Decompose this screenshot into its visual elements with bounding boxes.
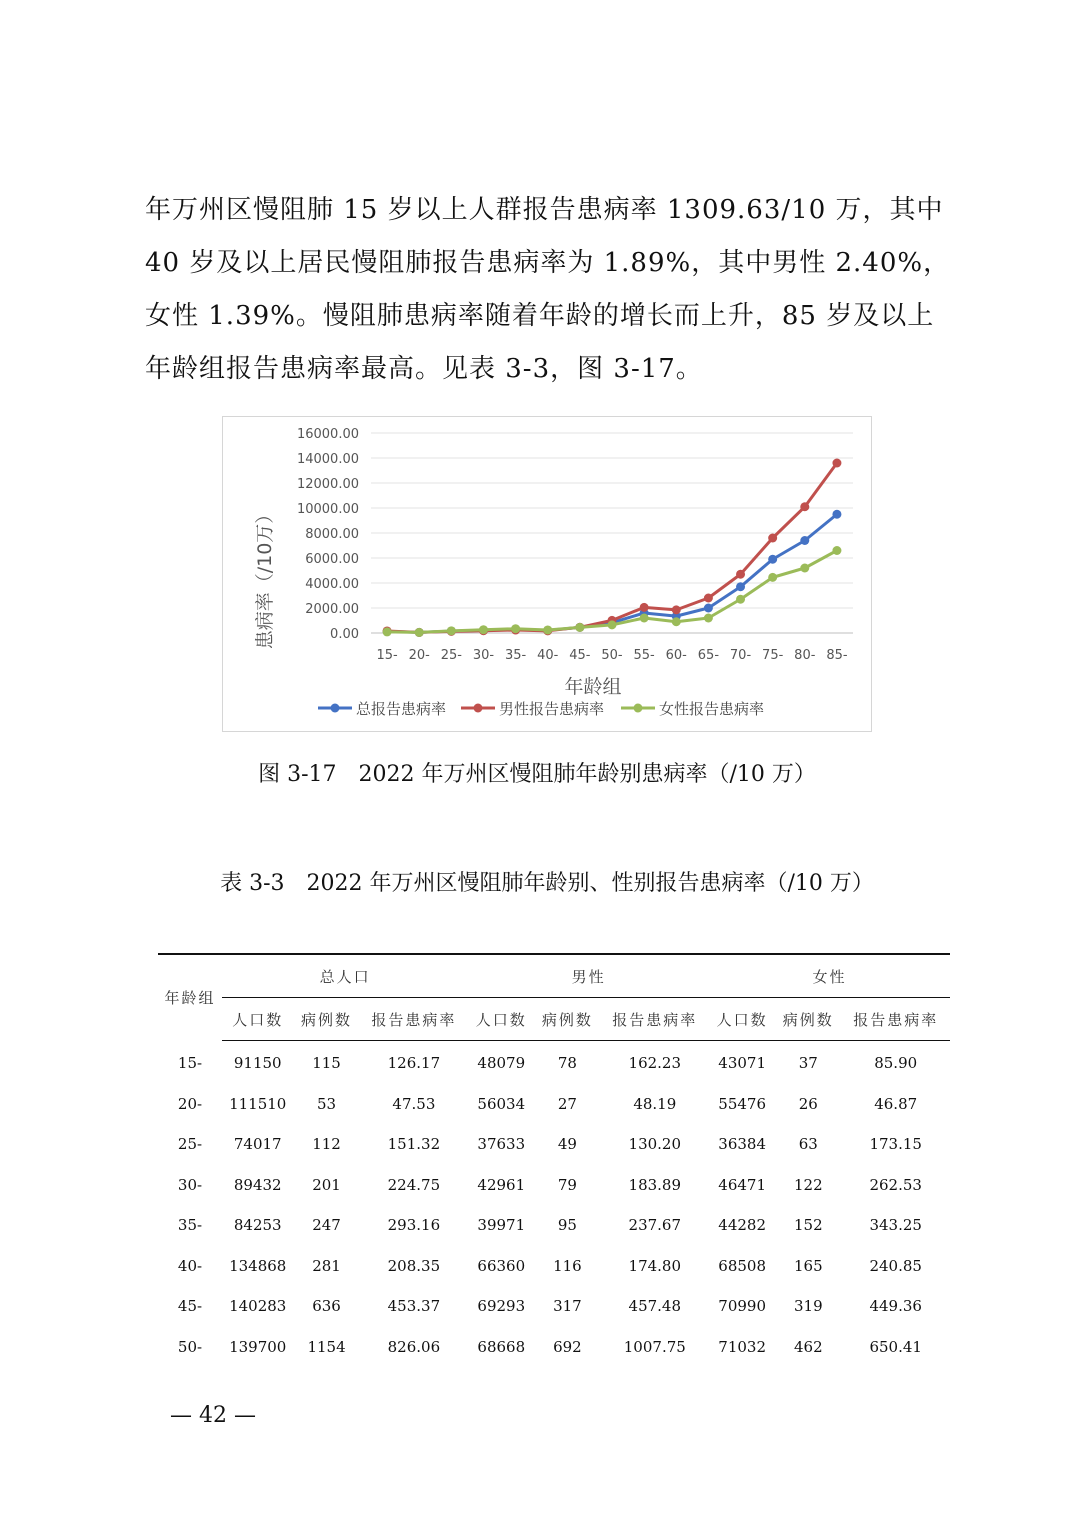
table-cell: 26	[798, 1094, 818, 1113]
table-cell: 44282	[718, 1216, 767, 1235]
data-point	[479, 625, 488, 634]
table-cell: 78	[557, 1054, 577, 1073]
series-line	[387, 514, 837, 632]
table-cell: 319	[793, 1297, 823, 1316]
table-cell: 63	[798, 1135, 818, 1154]
table-cell: 46471	[718, 1175, 767, 1194]
table-cell: 49	[557, 1135, 577, 1154]
table-cell: 39971	[477, 1216, 526, 1235]
table-cell: 173.15	[869, 1135, 922, 1154]
legend-marker	[474, 704, 483, 713]
paragraph-line: 40 岁及以上居民慢阻肺报告患病率为 1.89%，其中男性 2.40%，	[145, 248, 951, 278]
table-cell: 48079	[477, 1054, 526, 1073]
table-cell: 281	[312, 1256, 341, 1275]
y-tick-label: 2000.00	[305, 602, 359, 617]
x-tick-label: 15-	[376, 648, 398, 663]
x-tick-label: 35-	[504, 648, 527, 663]
age-group-cell: 40-	[177, 1256, 203, 1275]
subheader: 报告患病率	[841, 998, 950, 1041]
table-caption: 表 3-3 2022 年万州区慢阻肺年龄别、性别报告患病率（/10 万）	[220, 871, 874, 896]
table-cell: 69293	[477, 1297, 526, 1316]
age-group-cell: 30-	[177, 1175, 203, 1194]
table-body	[158, 1041, 950, 1368]
x-tick-label: 30-	[472, 648, 495, 663]
table-cell: 152	[793, 1216, 823, 1235]
table-cell: 37	[798, 1054, 818, 1073]
data-point	[511, 624, 520, 633]
data-point	[447, 626, 456, 635]
age-group-cell: 25-	[177, 1135, 203, 1154]
table-subheader-row	[158, 998, 950, 1041]
table-cell: 262.53	[869, 1175, 922, 1194]
x-tick-label: 20-	[408, 648, 430, 663]
table-cell: 68508	[718, 1256, 767, 1275]
data-point	[383, 627, 392, 636]
age-group-cell: 50-	[177, 1337, 203, 1356]
table-cell: 174.80	[628, 1256, 682, 1275]
table-row	[158, 1124, 950, 1165]
legend-label: 总报告患病率	[356, 700, 447, 718]
table-row	[158, 1165, 950, 1206]
y-tick-label: 10000.00	[296, 502, 359, 517]
table-row	[158, 1286, 950, 1327]
y-tick-label: 6000.00	[305, 552, 359, 567]
paragraph-line: 年龄组报告患病率最高。见表 3-3，图 3-17。	[145, 354, 703, 384]
data-point	[800, 536, 809, 545]
table-cell: 56034	[477, 1094, 526, 1113]
table-row	[158, 1041, 950, 1084]
data-point	[832, 459, 841, 468]
data-point	[704, 614, 713, 623]
subheader: 人口数	[468, 998, 534, 1041]
table-cell: 1007.75	[623, 1337, 686, 1356]
table-cell: 42961	[477, 1175, 526, 1194]
x-axis-label: 年龄组	[564, 676, 622, 698]
x-tick-label: 50-	[601, 648, 623, 663]
data-point	[640, 614, 649, 623]
y-tick-label: 12000.00	[296, 477, 359, 492]
table-cell: 111510	[229, 1094, 287, 1113]
table-cell: 89432	[233, 1175, 282, 1194]
subheader: 病例数	[293, 998, 359, 1041]
subheader: 人口数	[709, 998, 775, 1041]
x-tick-label: 85-	[826, 648, 848, 663]
table-cell: 224.75	[387, 1175, 441, 1194]
data-point	[800, 564, 809, 573]
table-cell: 201	[312, 1175, 341, 1194]
table-cell: 71032	[718, 1337, 767, 1356]
legend-label: 女性报告患病率	[659, 700, 765, 718]
x-tick-label: 60-	[665, 648, 687, 663]
table-cell: 46.87	[874, 1094, 918, 1113]
table-cell: 449.36	[869, 1297, 922, 1316]
age-group-cell: 35-	[177, 1216, 203, 1235]
legend-marker	[634, 704, 643, 713]
table-cell: 55476	[718, 1094, 767, 1113]
table-cell: 36384	[718, 1135, 767, 1154]
table-cell: 462	[793, 1337, 823, 1356]
chart-canvas	[223, 417, 873, 733]
table-cell: 70990	[718, 1297, 767, 1316]
page-number: — 42 —	[170, 1403, 256, 1428]
paragraph-line: 女性 1.39%。慢阻肺患病率随着年龄的增长而上升，85 岁及以上	[145, 301, 935, 331]
table-cell: 27	[557, 1094, 577, 1113]
subheader: 报告患病率	[601, 998, 710, 1041]
legend-label: 男性报告患病率	[499, 700, 605, 718]
data-point	[672, 617, 681, 626]
data-point	[736, 582, 745, 591]
table-row	[158, 1327, 950, 1368]
y-tick-label: 16000.00	[296, 427, 359, 442]
line-chart	[222, 416, 872, 732]
table-cell: 162.23	[628, 1054, 682, 1073]
table-cell: 140283	[229, 1297, 287, 1316]
table-row	[158, 1205, 950, 1246]
table-cell: 43071	[718, 1054, 767, 1073]
x-tick-label: 80-	[794, 648, 816, 663]
table-row	[158, 1246, 950, 1287]
y-tick-label: 4000.00	[305, 577, 359, 592]
table-cell: 293.16	[387, 1216, 441, 1235]
table-cell: 91150	[233, 1054, 282, 1073]
table-cell: 183.89	[628, 1175, 682, 1194]
data-point	[704, 604, 713, 613]
table-cell: 74017	[233, 1135, 282, 1154]
table-cell: 122	[793, 1175, 823, 1194]
table-cell: 130.20	[628, 1135, 682, 1154]
data-point	[640, 603, 649, 612]
y-tick-label: 0.00	[330, 627, 359, 642]
table-header-row	[158, 954, 950, 998]
table-cell: 165	[793, 1256, 823, 1275]
table-cell: 636	[312, 1297, 341, 1316]
table-cell: 37633	[477, 1135, 526, 1154]
subheader: 病例数	[775, 998, 841, 1041]
table-cell: 457.48	[628, 1297, 682, 1316]
table-cell: 68668	[477, 1337, 526, 1356]
table-cell: 453.37	[387, 1297, 441, 1316]
data-point	[575, 623, 584, 632]
y-tick-label: 14000.00	[296, 452, 359, 467]
x-tick-label: 75-	[762, 648, 784, 663]
table-cell: 115	[312, 1054, 341, 1073]
x-tick-label: 25-	[440, 648, 462, 663]
data-point	[543, 625, 552, 634]
table-cell: 79	[557, 1175, 577, 1194]
x-tick-label: 45-	[569, 648, 591, 663]
legend-marker	[331, 704, 340, 713]
table-cell: 151.32	[387, 1135, 441, 1154]
table-cell: 84253	[233, 1216, 282, 1235]
age-group-cell: 15-	[177, 1054, 203, 1072]
data-point	[704, 594, 713, 603]
data-point	[608, 620, 617, 629]
subheader: 病例数	[534, 998, 600, 1041]
x-tick-label: 65-	[697, 648, 720, 663]
figure-caption: 图 3-17 2022 年万州区慢阻肺年龄别患病率（/10 万）	[258, 762, 816, 787]
age-group-cell: 45-	[177, 1297, 203, 1316]
table-cell: 95	[557, 1216, 577, 1235]
table-row	[158, 1084, 950, 1125]
y-tick-label: 8000.00	[305, 527, 359, 542]
subheader: 报告患病率	[360, 998, 469, 1041]
table-cell: 53	[316, 1094, 337, 1113]
table-cell: 317	[553, 1297, 582, 1316]
y-axis-label: 患病率（/10万）	[254, 504, 276, 650]
data-point	[768, 573, 777, 582]
table-cell: 826.06	[387, 1337, 441, 1356]
group-header-male: 男性	[468, 954, 709, 998]
x-tick-label: 70-	[729, 648, 752, 663]
data-point	[768, 534, 777, 543]
data-point	[832, 510, 841, 519]
table-cell: 650.41	[869, 1337, 922, 1356]
subheader: 人口数	[222, 998, 293, 1041]
series-line	[387, 463, 837, 632]
table-cell: 66360	[477, 1256, 526, 1275]
table-cell: 126.17	[387, 1054, 441, 1073]
x-tick-label: 55-	[633, 648, 655, 663]
data-point	[672, 605, 681, 614]
table-cell: 1154	[307, 1337, 346, 1356]
table-cell: 208.35	[387, 1256, 441, 1275]
table-cell: 47.53	[392, 1094, 436, 1113]
data-point	[736, 570, 745, 579]
table-cell: 240.85	[869, 1256, 922, 1275]
prevalence-table	[158, 953, 950, 1367]
data-point	[768, 555, 777, 564]
table-cell: 48.19	[633, 1094, 677, 1113]
table-cell: 343.25	[869, 1216, 922, 1235]
age-group-header: 年龄组	[158, 954, 222, 1041]
table-cell: 692	[553, 1337, 582, 1356]
x-tick-label: 40-	[537, 648, 559, 663]
table-cell: 112	[312, 1135, 341, 1154]
group-header-total: 总人口	[222, 954, 468, 998]
age-group-cell: 20-	[177, 1094, 203, 1113]
table-cell: 237.67	[628, 1216, 682, 1235]
body-paragraph	[145, 184, 951, 396]
group-header-female: 女性	[709, 954, 950, 998]
table-cell: 247	[312, 1216, 341, 1235]
table-cell: 116	[553, 1256, 582, 1275]
data-point	[736, 595, 745, 604]
table-cell: 134868	[229, 1256, 287, 1275]
table-cell: 85.90	[874, 1054, 918, 1073]
data-point	[832, 546, 841, 555]
table-cell: 139700	[229, 1337, 287, 1356]
data-point	[415, 628, 424, 637]
data-point	[800, 502, 809, 511]
paragraph-line: 年万州区慢阻肺 15 岁以上人群报告患病率 1309.63/10 万，其中	[145, 195, 944, 225]
